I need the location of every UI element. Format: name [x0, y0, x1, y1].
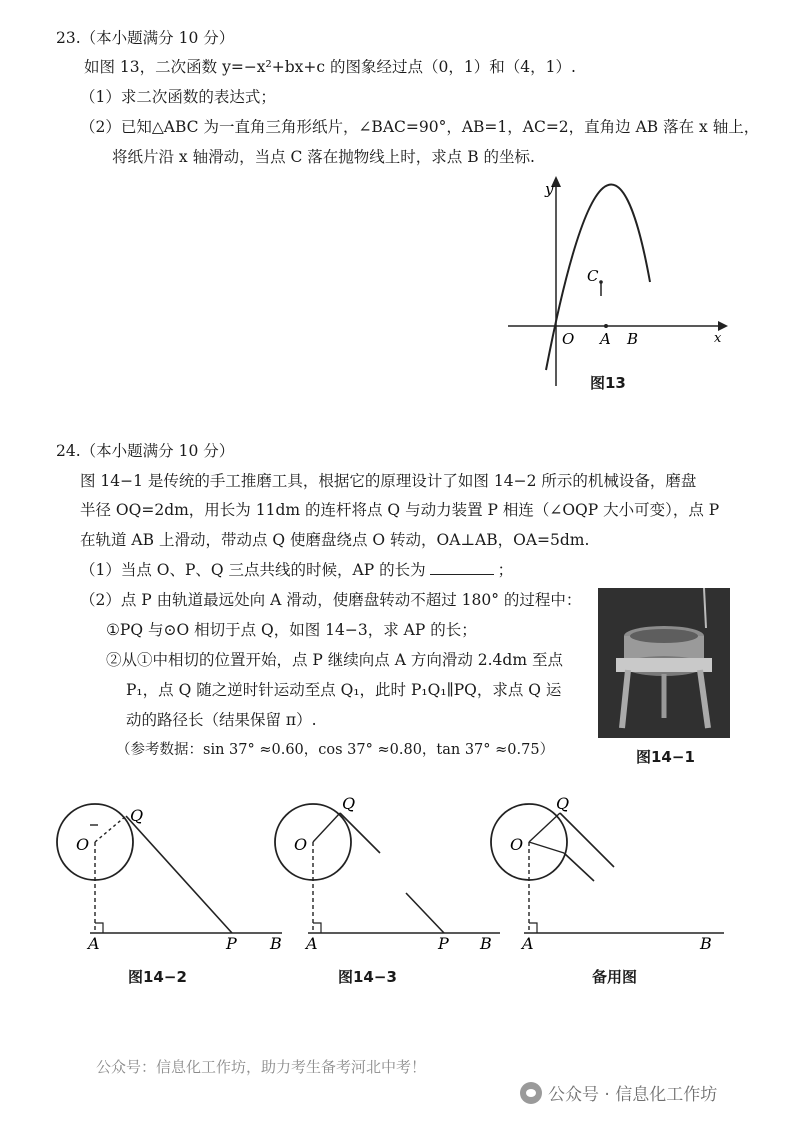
figure-14-1-caption: 图14−1 — [636, 748, 695, 766]
segment-oq — [95, 816, 126, 842]
label-o: O — [562, 330, 575, 348]
label-o: O — [76, 835, 90, 854]
label-b: B — [700, 934, 712, 953]
q23-header: 23.（本小题满分 10 分） — [56, 29, 235, 47]
figure-13-caption: 图13 — [590, 374, 626, 392]
segment-oq — [529, 813, 560, 842]
figure-spare-caption: 备用图 — [592, 968, 638, 986]
footer-promo-text: 公众号：信息化工作坊，助力考生备考河北中考！ — [96, 1058, 427, 1076]
answer-blank[interactable] — [430, 560, 494, 575]
label-q: Q — [130, 806, 144, 825]
segment-oq — [313, 813, 340, 842]
q24-header: 24.（本小题满分 10 分） — [56, 442, 235, 460]
rod-pq — [560, 813, 614, 867]
label-p: P — [438, 934, 449, 953]
label-o: O — [510, 835, 524, 854]
rod-pq-lower — [406, 893, 444, 933]
figure-14-2-caption: 图14−2 — [128, 968, 187, 986]
q24-line1: 图 14−1 是传统的手工推磨工具，根据它的原理设计了如图 14−2 所示的机械设备，磨盘 — [80, 472, 697, 490]
right-angle-mark — [529, 923, 537, 933]
figure-14-3-caption: 图14−3 — [338, 968, 397, 986]
q24-ref-data: （参考数据：sin 37° ≈0.60，cos 37° ≈0.80，tan 37° ≈0.75） — [116, 742, 555, 758]
label-b: B — [480, 934, 492, 953]
q23-intro: 如图 13，二次函数 y=−x²+bx+c 的图象经过点（0，1）和（4，1）. — [84, 58, 576, 76]
footer-account[interactable] — [520, 1080, 717, 1105]
q24-part1-text: （1）当点 O、P、Q 三点共线的时候，AP 的长为 — [80, 561, 426, 579]
wechat-icon — [520, 1082, 542, 1104]
q23-part2-line2: 将纸片沿 x 轴滑动，当点 C 落在抛物线上时，求点 B 的坐标. — [112, 148, 535, 166]
label-c: C — [587, 267, 599, 285]
figure-14-3 — [268, 795, 508, 955]
label-a: A — [306, 934, 318, 953]
point-c — [599, 280, 603, 284]
q23-part1: （1）求二次函数的表达式； — [80, 88, 276, 106]
rod-pq-upper — [340, 813, 380, 853]
figure-13 — [490, 170, 750, 400]
q24-line3: 在轨道 AB 上滑动，带动点 Q 使磨盘绕点 O 转动，OA⊥AB，OA=5dm. — [80, 531, 590, 549]
q23-part2-line1: （2）已知△ABC 为一直角三角形纸片，∠BAC=90°，AB=1，AC=2，直角边 AB 落在 x 轴上， — [80, 118, 760, 136]
label-x: x — [714, 331, 722, 346]
q24-line2: 半径 OQ=2dm，用长为 11dm 的连杆将点 Q 与动力装置 P 相连（∠OQP 大小可变），点 P — [80, 501, 720, 519]
label-a: A — [600, 330, 611, 348]
segment-oq1 — [529, 842, 564, 853]
right-angle-mark — [313, 923, 321, 933]
point-a — [604, 324, 608, 328]
q24-part2: （2）点 P 由轨道最远处向 A 滑动，使磨盘转动不超过 180° 的过程中： — [80, 591, 582, 609]
label-a: A — [88, 934, 100, 953]
footer-account-name: 公众号 · 信息化工作坊 — [548, 1085, 718, 1105]
figure-14-2 — [50, 795, 290, 955]
right-angle-mark — [95, 923, 103, 933]
label-o: O — [294, 835, 308, 854]
q24-part1 — [80, 560, 513, 580]
rod-pq — [126, 816, 232, 933]
grinding-tool-photo — [598, 588, 730, 738]
label-b: B — [270, 934, 282, 953]
q24-sub2-line3: 动的路径长（结果保留 π）. — [126, 711, 317, 729]
figure-spare — [484, 795, 734, 955]
rod-p1q1 — [564, 853, 594, 881]
q24-sub1: ①PQ 与⊙O 相切于点 Q，如图 14−3，求 AP 的长； — [106, 621, 477, 639]
label-q: Q — [556, 795, 570, 813]
q24-sub2-line1: ②从①中相切的位置开始，点 P 继续向点 A 方向滑动 2.4dm 至点 — [106, 651, 563, 669]
q24-sub2-line2: P₁，点 Q 随之逆时针运动至点 Q₁，此时 P₁Q₁∥PQ，求点 Q 运 — [126, 681, 562, 699]
label-y: y — [545, 180, 554, 198]
x-axis-arrow-icon — [718, 321, 728, 331]
label-q: Q — [342, 795, 356, 813]
q24-part1-end: ； — [497, 561, 514, 579]
label-a: A — [522, 934, 534, 953]
label-b: B — [627, 330, 639, 348]
label-p: P — [226, 934, 237, 953]
